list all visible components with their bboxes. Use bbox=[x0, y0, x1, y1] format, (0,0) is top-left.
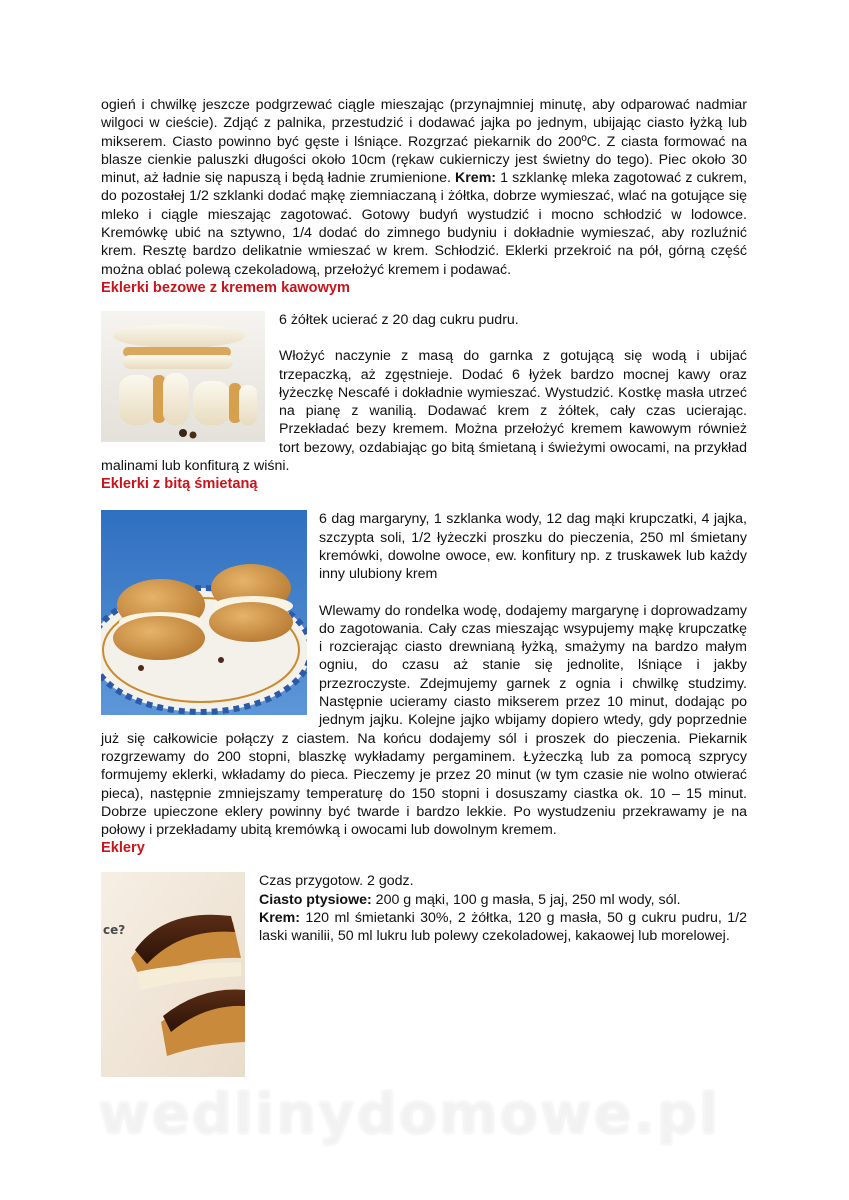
watermark: wedlinydomowe.pl bbox=[98, 1082, 721, 1147]
section2-heading: Eklerki z bitą śmietaną bbox=[101, 476, 258, 493]
section3-image bbox=[101, 872, 245, 1077]
section3-ciasto-text: 200 g mąki, 100 g masła, 5 jaj, 250 ml wody, sól. bbox=[371, 891, 681, 908]
intro-krem-label: Krem: bbox=[455, 170, 497, 187]
section1-paragraph1: 6 żółtek ucierać z 20 dag cukru pudru. bbox=[279, 311, 519, 328]
section3-heading: Eklery bbox=[101, 840, 145, 857]
section2-image bbox=[101, 510, 307, 715]
section2-paragraph1: 6 dag margaryny, 1 szklanka wody, 12 dag mąki krupczatki, 4 jajka, szczypta soli, 1/2 łyżeczki proszku do pieczenia, 250 ml śmietany kremówki, dowolne owoce, ew. konfitury np. z truskawek lub każdy inny ulubiony krem bbox=[319, 511, 747, 583]
section3-image-caption: ce? bbox=[103, 923, 126, 938]
intro-paragraph-a: ogień i chwilkę jeszcze podgrzewać ciągle mieszając (przynajmniej minutę, aby odparować nadmiar wilgoci w cieście). Zdjąć z palnika, przestudzić i dodawać jajka po jednym, ubijając ciasto łyżką lub mikserem. Ciasto powinno być gęste i lśniące. Rozgrzać piekarnik do 200ºC. Z ciasta formować na blasze cienkie paluszki długości około 10cm (rękaw cukierniczy jest świetny do tego). Piec około 30 minut, aż ładnie się napuszą i będą ładnie zrumienione. bbox=[101, 97, 747, 187]
section1-heading: Eklerki bezowe z kremem kawowym bbox=[101, 279, 351, 296]
section3-body bbox=[101, 872, 747, 945]
section1-paragraph2: Włożyć naczynie z masą do garnka z gotującą się wodą i ubijać trzepaczką, aż zgęstnieje. Dodać 6 łyżek bardzo mocnej kawy oraz łyżeczkę Nescafé i dokładnie wymieszać. Wystudzić. Kostkę masła utrzeć na pianę z wanilią. Dodawać krem z żółtek, cały czas ucierając. Przekładać bezy kremem. Można przełożyć kremem kawowym również tort bezowy, ozdabiając go bitą śmietaną i świeżymi owocami, na przykład malinami lub konfiturą z wiśni. bbox=[101, 348, 747, 475]
section1-image bbox=[101, 311, 265, 442]
intro-paragraph-b: 1 szklankę mleka zagotować z cukrem, do pozostałej 1/2 szklanki dodać mąkę ziemniaczaną i żółtka, dobrze wymieszać, wlać na gotujące się mleko i ciągle mieszając zagotować. Gotowy budyń wystudzić i mocno schłodzić w lodowce. Kremówkę ubić na sztywno, 1/4 dodać do zimnego budyniu i dokładnie wymieszać, aby rozluźnić krem. Resztę bardzo delikatnie wmieszać w krem. Schłodzić. Eklerki przekroić na pół, górną część można oblać polewą czekoladową, przełożyć kremem i podawać. bbox=[101, 170, 747, 278]
section3-krem-label: Krem: bbox=[259, 909, 300, 926]
intro-text bbox=[101, 96, 747, 279]
section2-paragraph2: Wlewamy do rondelka wodę, dodajemy margarynę i doprowadzamy do zagotowania. Cały czas mieszając wsypujemy mąkę krupczatkę i rozcierając ciasto drewnianą łyżką, smażymy na bardzo małym ogniu, do czasu aż stanie się jednolite, lśniące i jakby przezroczyste. Zdejmujemy garnek z ognia i chwilkę studzimy. Następnie ucieramy ciasto mikserem przez 10 minut, dodając po jednym jajku. Kolejne jajko wbijamy dopiero wtedy, gdy poprzednie już się całkowicie połączy z ciastem. Na końcu dodajemy sól i proszek do pieczenia. Piekarnik rozgrzewamy do 200 stopni, blaszkę wykładamy pergaminem. Łyżeczką lub za pomocą szprycy formujemy eklerki, wkładamy do pieca. Pieczemy je przez 20 minut (w tym czasie nie wolno otwierać pieca), następnie zmniejszamy temperaturę do 150 stopni i dosuszamy ciastka ok. 10 – 15 minut. Dobrze upieczone eklery powinny być twarde i bardzo lekkie. Po wystudzeniu przekrawamy je na połowy i przekładamy ubitą kremówką i owocami lub dowolnym kremem. bbox=[101, 602, 747, 839]
section3-ciasto-label: Ciasto ptysiowe: bbox=[259, 891, 372, 908]
section3-krem-text: 120 ml śmietanki 30%, 2 żółtka, 120 g masła, 50 g cukru pudru, 1/2 laski wanilii, 50 ml lukru lub polewy czekoladowej, kakaowej lub morelowej. bbox=[259, 909, 747, 945]
document-page bbox=[101, 96, 747, 1077]
section3-time: Czas przygotow. 2 godz. bbox=[259, 873, 414, 890]
section2-body bbox=[101, 510, 747, 839]
section1-body bbox=[101, 311, 747, 475]
